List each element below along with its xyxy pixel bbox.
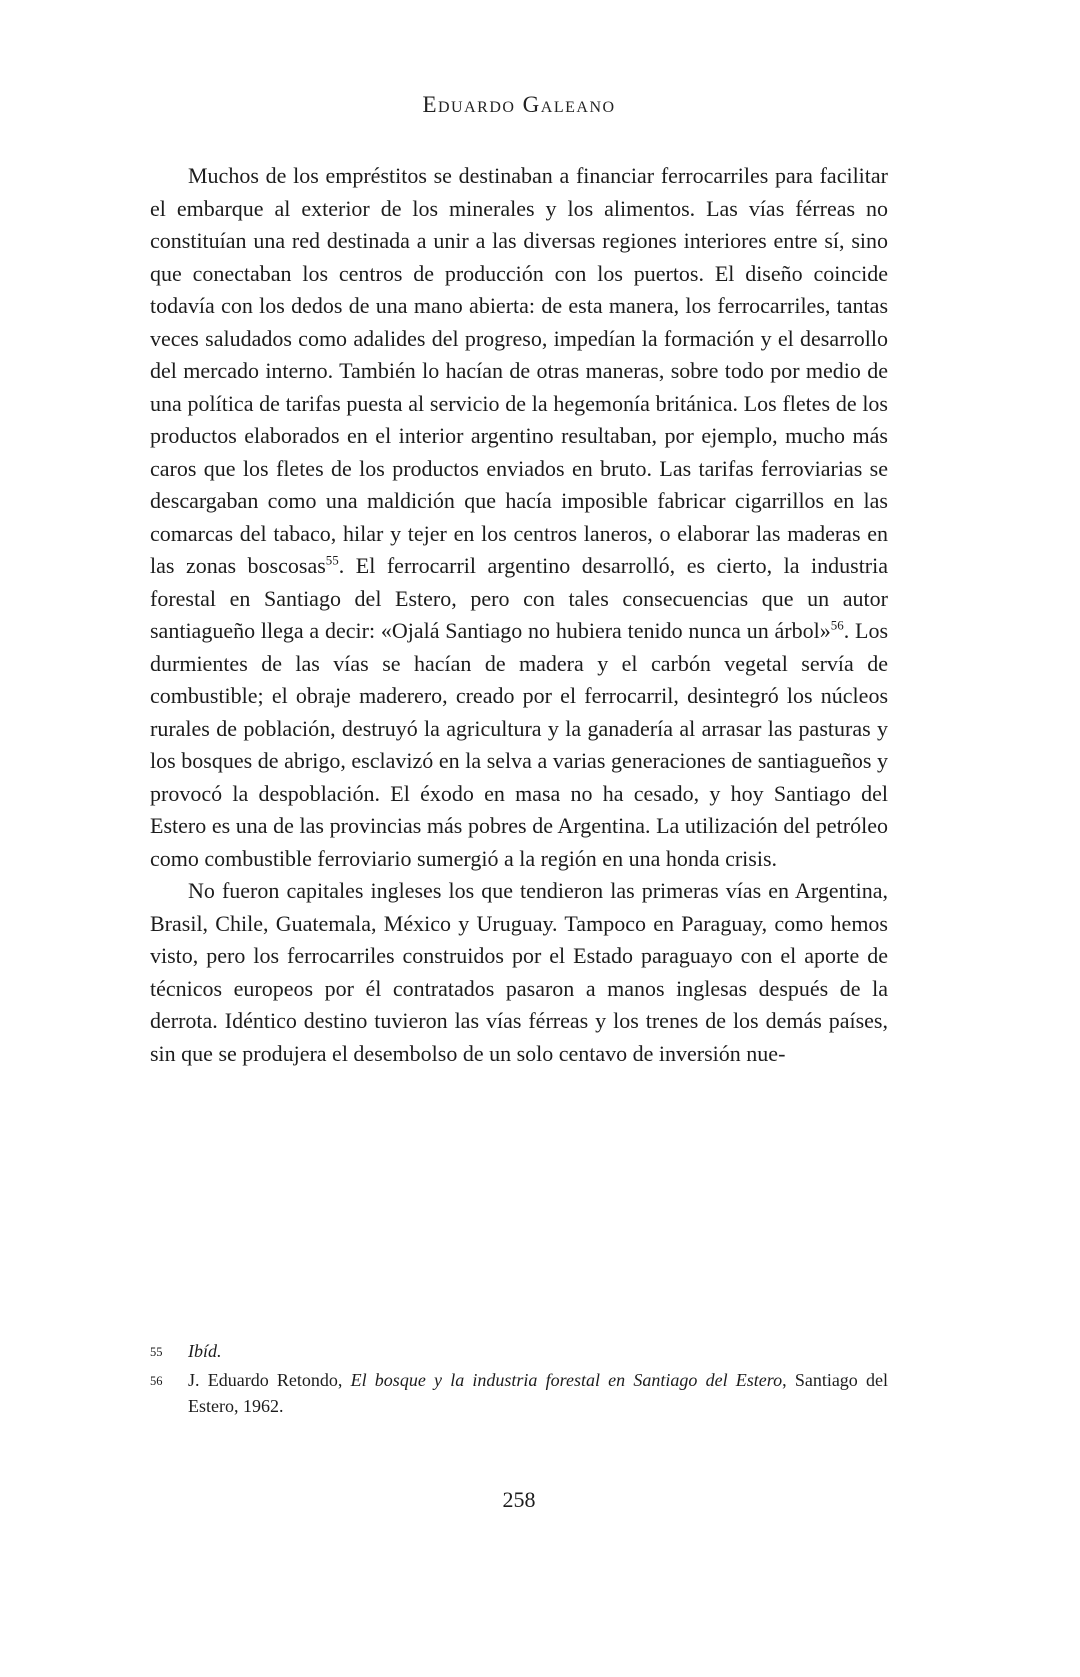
footnote-55 [150, 1338, 888, 1365]
paragraph-2: No fueron capitales ingleses los que tendieron las primeras vías en Argentina, Brasil, Chile, Guatemala, México y Uruguay. Tampoco en Paraguay, como hemos visto, pero los ferrocarriles construidos por el Estado paraguayo con el aporte de técnicos europeos por él contratados pasaron a manos inglesas después de la derrota. Idéntico destino tuvieron las vías férreas y los trenes de los demás países, sin que se produjera el desembolso de un solo centavo de inversión nue- [150, 878, 888, 1066]
paragraph-1 [150, 160, 888, 875]
paragraph-1-text-c: . Los durmientes de las vías se hacían de madera y el carbón vegetal servía de combustible; el obraje maderero, creado por el ferrocarril, desintegró los núcleos rurales de población, destruyó la agricultura y la ganadería al arrasar las pasturas y los bosques de abrigo, esclavizó en la selva a varias generaciones de santiagueños y provocó la despoblación. El éxodo en masa no ha cesado, y hoy Santiago del Estero es una de las provincias más pobres de Argentina. La utilización del petróleo como combustible ferroviario sumergió a la región en una honda crisis. [150, 618, 889, 871]
footnotes-section [150, 1338, 888, 1422]
footnote-number: 55 [150, 1345, 163, 1359]
footnote-ref-56: 56 [830, 617, 844, 633]
paragraph-1-text-b: . El ferrocarril argentino desarrolló, es cierto, la industria forestal en Santiago del Estero, pero con tales consecuencias que un autor santiagueño llega a decir: «Ojalá Santiago no hubiera tenido nunca un árbol» [150, 553, 889, 643]
footnote-author: J. Eduardo Retondo, [188, 1369, 351, 1390]
footnote-book-title: El bosque y la industria forestal en Santiago del Estero [350, 1369, 783, 1390]
footnote-56 [150, 1367, 888, 1420]
footnote-number: 56 [150, 1373, 163, 1388]
page-number: 258 [502, 1487, 536, 1512]
paragraph-1-text-a: Muchos de los empréstitos se destinaban a financiar ferrocarriles para facilitar el embarque al exterior de los minerales y los alimentos. Las vías férreas no constituían una red destinada a unir a las diversas regiones interiores entre sí, sino que conectaban los centros de producción con los puertos. El diseño coincide todavía con los dedos de una mano abierta: de esta manera, los ferrocarriles, tantas veces saludados como adalides del progreso, impedían la formación y el desarrollo del mercado interno. También lo hacían de otras maneras, sobre todo por medio de una política de tarifas puesta al servicio de la hegemonía británica. Los fletes de los productos elaborados en el interior argentino resultaban, por ejemplo, mucho más caros que los fletes de los productos enviados en bruto. Las tarifas ferroviarias se descargaban como una maldición que hacía imposible fabricar cigarrillos en las comarcas del tabaco, hilar y tejer en los centros laneros, o elaborar las maderas en las zonas boscosas [150, 163, 888, 578]
footnote-publication: , Santiago del Estero, 1962. [188, 1369, 889, 1416]
footnote-ref-55: 55 [325, 552, 339, 568]
running-header: Eduardo Galeano [422, 92, 616, 117]
footnote-text: Ibíd. [188, 1341, 222, 1361]
footnote-text [188, 1370, 888, 1417]
body-text [150, 160, 888, 1070]
